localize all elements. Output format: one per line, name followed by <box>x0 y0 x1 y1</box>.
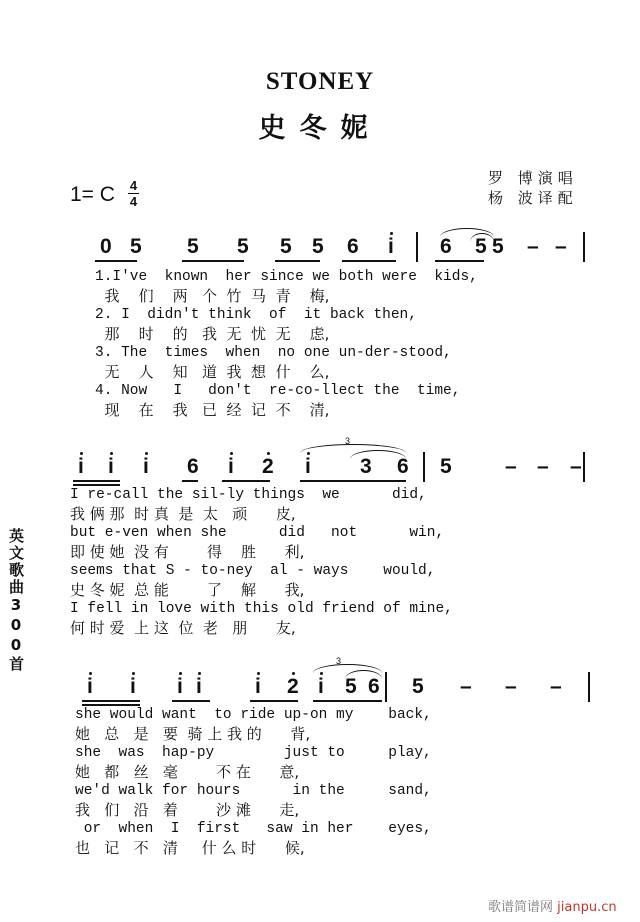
note: – <box>460 675 472 698</box>
note: – <box>537 455 549 478</box>
triplet-mark: 3 <box>345 436 351 446</box>
note: i <box>130 675 136 698</box>
watermark-en: jianpu.cn <box>557 900 617 915</box>
lyric-line-zh: 她 都 丝 毫 不 在 意, <box>75 763 300 781</box>
lyric-line-zh: 她 总 是 要 骑 上 我 的 背, <box>75 725 311 743</box>
bar-line <box>583 452 585 482</box>
beam-underline <box>342 260 396 262</box>
note: 6 <box>368 675 380 698</box>
lyric-line-zh: 我 们 两 个 竹 马 青 梅, <box>95 287 330 305</box>
lyric-line-en: she would want to ride up-on my back, <box>75 707 432 723</box>
bar-line <box>385 672 387 702</box>
note: 6 <box>440 235 452 258</box>
note: 5 <box>412 675 424 698</box>
lyric-line-en: 2. I didn't think of it back then, <box>95 307 417 323</box>
note: – <box>570 455 582 478</box>
note: 6 <box>347 235 359 258</box>
note: i <box>228 455 234 478</box>
credit-translator: 杨 波译配 <box>488 189 578 207</box>
beam-underline <box>182 260 244 262</box>
triplet-mark: 3 <box>336 656 342 666</box>
note: i <box>108 455 114 478</box>
lyric-line-zh: 史 冬 妮 总 能 了 解 我, <box>70 581 305 599</box>
bar-line <box>583 232 585 262</box>
credit-singer: 罗 博演唱 <box>488 169 578 187</box>
note: i <box>87 675 93 698</box>
note: 5 <box>440 455 452 478</box>
lyric-line-en: I fell in love with this old friend of mine, <box>70 601 453 617</box>
lyric-line-en: I re-call the sil-ly things we did, <box>70 487 427 503</box>
beam-underline <box>300 480 406 482</box>
note: 5 <box>475 235 487 258</box>
note: – <box>555 235 567 258</box>
lyric-line-zh: 即 使 她 没 有 得 胜 利, <box>70 543 305 561</box>
bar-line <box>588 672 590 702</box>
note: 5 <box>492 235 504 258</box>
lyric-line-zh: 也 记 不 清 什 么 时 候, <box>75 839 305 857</box>
song-subtitle: 史冬妮 <box>258 113 382 144</box>
note: i <box>78 455 84 478</box>
lyric-line-en: seems that S - to-ney al - ways would, <box>70 563 436 579</box>
note: 6 <box>187 455 199 478</box>
lyric-line-en: 4. Now I don't re-co-llect the time, <box>95 383 461 399</box>
note: 5 <box>187 235 199 258</box>
lyric-line-zh: 那 时 的 我 无 忧 无 虑, <box>95 325 330 343</box>
beam-underline <box>73 480 120 482</box>
lyric-line-en: she was hap-py just to play, <box>75 745 432 761</box>
note: 5 <box>345 675 357 698</box>
note: 2 <box>262 455 274 478</box>
note: 0 <box>100 235 112 258</box>
note: 2 <box>287 675 299 698</box>
lyric-line-zh: 我 们 沿 着 沙 滩 走, <box>75 801 300 819</box>
time-bottom: 4 <box>129 194 138 209</box>
side-book-title: 英文歌曲300首 <box>7 528 25 673</box>
note: 5 <box>280 235 292 258</box>
note: i <box>305 455 311 478</box>
beam-underline <box>435 260 484 262</box>
bar-line <box>423 452 425 482</box>
time-top: 4 <box>129 178 138 193</box>
time-signature <box>128 178 139 209</box>
lyric-line-en: or when I first saw in her eyes, <box>75 821 432 837</box>
lyric-line-en: 1.I've known her since we both were kids, <box>95 269 478 285</box>
beam-underline <box>275 260 320 262</box>
note: – <box>505 675 517 698</box>
note: 6 <box>397 455 409 478</box>
song-title: STONEY <box>265 68 375 95</box>
beam-underline <box>95 260 137 262</box>
note: – <box>527 235 539 258</box>
watermark <box>488 896 617 915</box>
note: i <box>255 675 261 698</box>
lyric-line-zh: 现 在 我 已 经 记 不 清, <box>95 401 330 419</box>
note: 5 <box>130 235 142 258</box>
lyric-line-en: we'd walk for hours in the sand, <box>75 783 432 799</box>
note: 3 <box>360 455 372 478</box>
note: i <box>388 235 394 258</box>
note: i <box>318 675 324 698</box>
key-signature: 1= C <box>70 183 115 206</box>
lyric-line-zh: 我 俩 那 时 真 是 太 顽 皮, <box>70 505 296 523</box>
beam-underline <box>250 700 298 702</box>
watermark-cn: 歌谱简谱网 <box>488 900 554 915</box>
note: – <box>550 675 562 698</box>
bar-line <box>416 232 418 262</box>
note: 5 <box>237 235 249 258</box>
beam-underline <box>222 480 270 482</box>
note: i <box>143 455 149 478</box>
lyric-line-en: but e-ven when she did not win, <box>70 525 445 541</box>
beam-underline <box>313 700 382 702</box>
lyric-line-zh: 无 人 知 道 我 想 什 么, <box>95 363 330 381</box>
note: – <box>505 455 517 478</box>
lyric-line-zh: 何 时 爱 上 这 位 老 朋 友, <box>70 619 296 637</box>
beam-underline <box>82 700 140 702</box>
note: 5 <box>312 235 324 258</box>
beam-underline <box>182 480 198 482</box>
lyric-line-en: 3. The times when no one un-der-stood, <box>95 345 452 361</box>
note: i <box>177 675 183 698</box>
beam-underline <box>172 700 210 702</box>
note: i <box>196 675 202 698</box>
